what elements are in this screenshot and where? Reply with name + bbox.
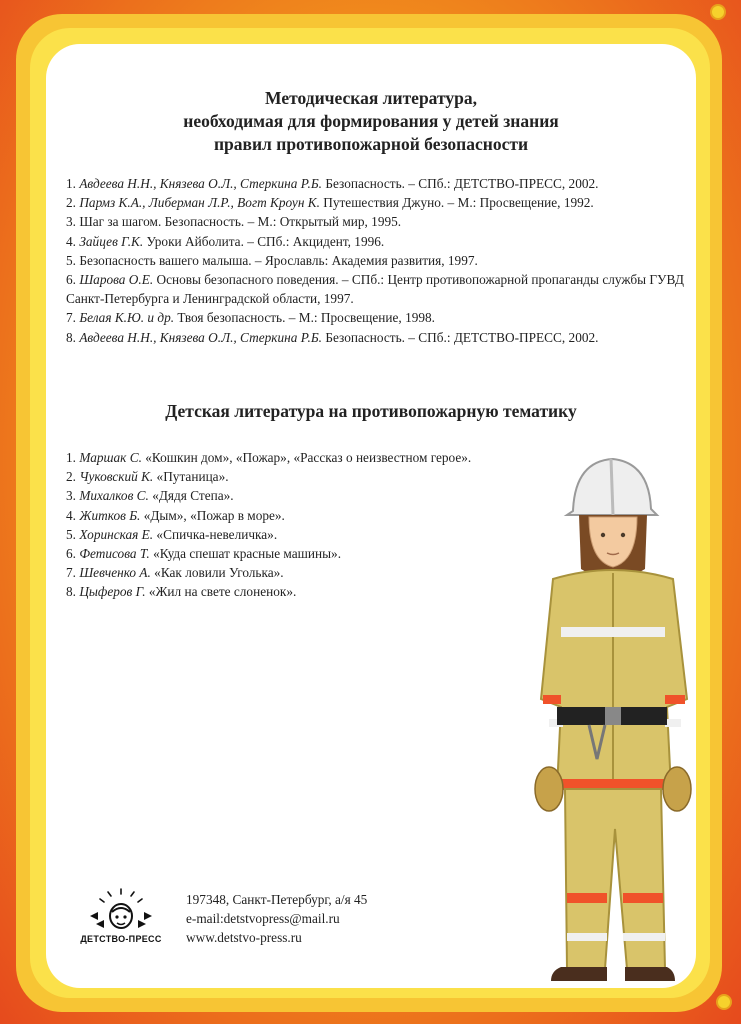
list-item: 4. Зайцев Г.К. Уроки Айболита. – СПб.: Акцидент, 1996. (66, 233, 385, 249)
heading-line: Методическая литература, (265, 88, 477, 108)
list-item: 8. Цыферов Г. «Жил на свете слоненок». (66, 584, 297, 600)
publisher-contacts (186, 890, 367, 947)
publisher-logo (76, 886, 166, 956)
list-item: 1. Авдеева Н.Н., Князева О.Л., Стеркина Р.Б. Безопасность. – СПб.: ДЕТСТВО-ПРЕСС, 2002. (66, 176, 599, 191)
publisher-website[interactable]: www.detstvo-press.ru (186, 930, 302, 945)
methodical-literature-heading (46, 87, 696, 156)
list-item: 5. Хоринская Е. «Спичка-невеличка». (66, 526, 278, 542)
author: Житков Б. (79, 507, 141, 523)
heading-line: необходимая для формирования у детей знания (183, 111, 559, 131)
heading-line: правил противопожарной безопасности (213, 134, 529, 154)
list-item: 3. Шаг за шагом. Безопасность. – М.: Открытый мир, 1995. (66, 214, 402, 230)
methodical-literature-list (66, 174, 686, 347)
author: Чуковский К. (79, 469, 154, 485)
author: Маршак С. (79, 450, 142, 465)
publisher-logo-text: ДЕТСТВО-ПРЕСС (80, 934, 162, 944)
list-item: 6. Фетисова Т. «Куда спешат красные машины». (66, 546, 342, 562)
publisher-email[interactable]: e-mail:detstvopress@mail.ru (186, 911, 340, 926)
author: Зайцев Г.К. (79, 233, 144, 249)
firefighter-illustration (501, 449, 696, 988)
list-item: 2. Чуковский К. «Путаница». (66, 469, 229, 485)
author: Цыферов Г. (79, 584, 146, 600)
corner-dot-icon (710, 4, 726, 20)
author: Хоринская Е. (79, 526, 154, 542)
list-item: 7. Белая К.Ю. и др. Твоя безопасность. – М.: Просвещение, 1998. (66, 310, 435, 326)
content-panel (46, 44, 696, 988)
publisher-footer (76, 886, 396, 966)
list-item: 4. Житков Б. «Дым», «Пожар в море». (66, 507, 285, 523)
list-item: 7. Шевченко А. «Как ловили Уголька». (66, 565, 284, 581)
publisher-logo-icon (76, 886, 166, 936)
author: Михалков С. (79, 488, 149, 504)
author: Авдеева Н.Н., Князева О.Л., Стеркина Р.Б. (79, 329, 322, 345)
author: Шевченко А. (79, 565, 151, 581)
list-item: 6. Шарова О.Е. Основы безопасного поведения. – СПб.: Центр противопожарной пропаганды службы ГУВД Санкт-Петербурга и Ленинградской области, 1997. (66, 272, 684, 307)
list-item: 3. Михалков С. «Дядя Степа». (66, 488, 234, 504)
author: Авдеева Н.Н., Князева О.Л., Стеркина Р.Б. (79, 176, 322, 191)
author: Фетисова Т. (79, 546, 150, 562)
children-literature-heading: Детская литература на противопожарную тематику (165, 401, 577, 421)
author: Шарова О.Е. (79, 272, 154, 288)
list-item: 8. Авдеева Н.Н., Князева О.Л., Стеркина Р.Б. Безопасность. – СПб.: ДЕТСТВО-ПРЕСС, 2002. (66, 329, 599, 345)
author: Белая К.Ю. и др. (79, 310, 175, 326)
list-item: 2. Пармз К.А., Либерман Л.Р., Вогт Кроун К. Путешествия Джуно. – М.: Просвещение, 1992. (66, 195, 594, 211)
author: Пармз К.А., Либерман Л.Р., Вогт Кроун К. (79, 195, 320, 211)
list-item: 5. Безопасность вашего малыша. – Ярославль: Академия развития, 1997. (66, 252, 478, 268)
list-item: 1. Маршак С. «Кошкин дом», «Пожар», «Рассказ о неизвестном герое». (66, 450, 472, 465)
publisher-address: 197348, Санкт-Петербург, а/я 45 (186, 892, 368, 907)
corner-dot-icon (716, 994, 732, 1010)
